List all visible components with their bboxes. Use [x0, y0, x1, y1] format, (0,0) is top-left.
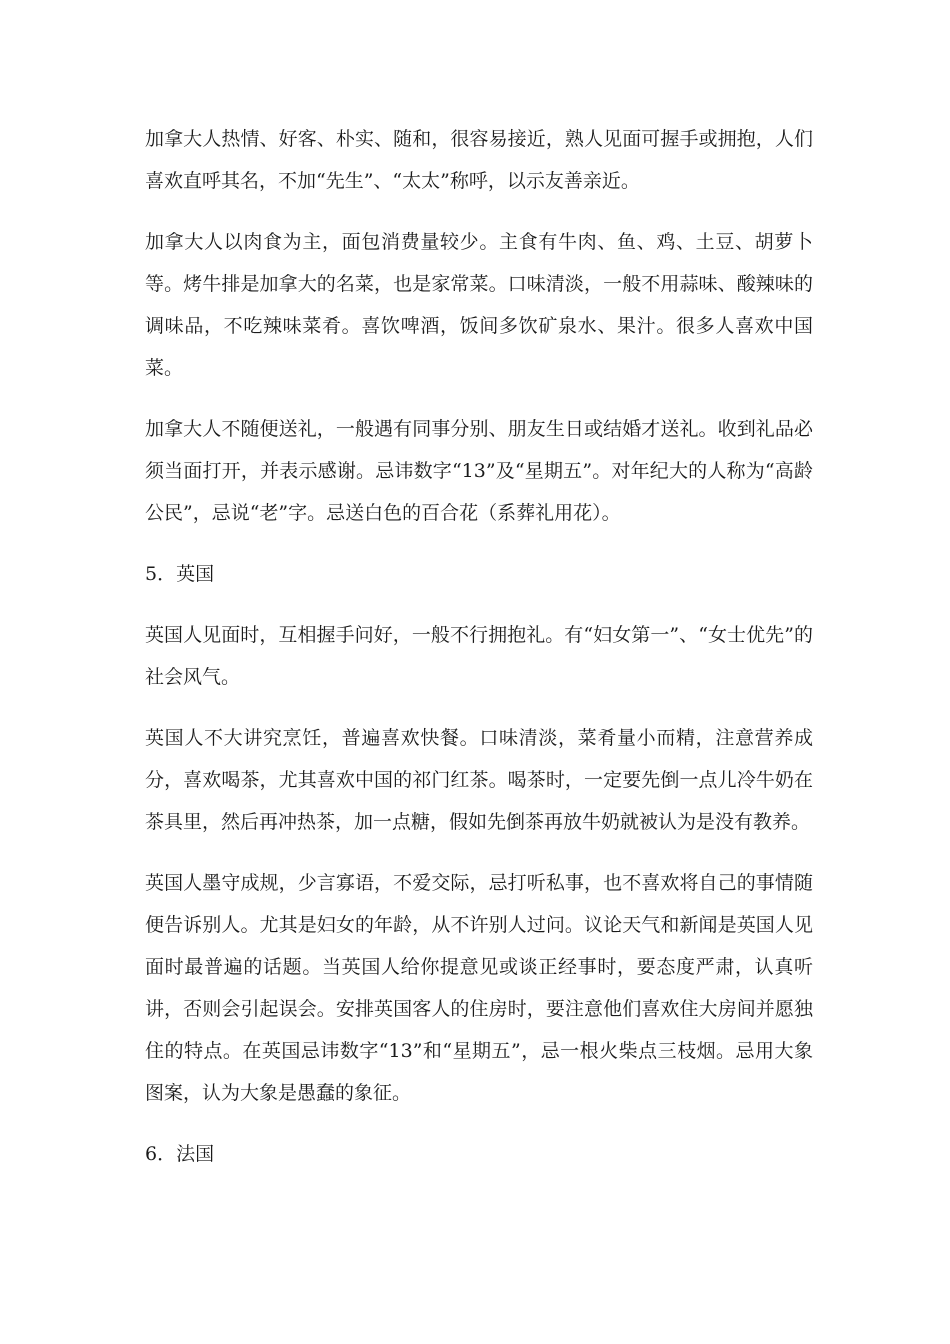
paragraph-uk-diet: 英国人不大讲究烹饪，普遍喜欢快餐。口味清淡，菜肴量小而精，注意营养成分，喜欢喝茶，尤其喜欢中国的祁门红茶。喝茶时，一定要先倒一点儿冷牛奶在茶具里，然后再冲热茶，加一点糖，假如先倒茶再放牛奶就被认为是没有教养。	[145, 727, 813, 833]
paragraph-canada-diet: 加拿大人以肉食为主，面包消费量较少。主食有牛肉、鱼、鸡、土豆、胡萝卜等。烤牛排是加拿大的名菜，也是家常菜。口味清淡，一般不用蒜味、酸辣味的调味品，不吃辣味菜肴。喜饮啤酒，饭间多饮矿泉水、果汁。很多人喜欢中国菜。	[145, 231, 813, 379]
paragraph-uk-customs: 英国人墨守成规，少言寡语，不爱交际，忌打听私事，也不喜欢将自己的事情随便告诉别人。尤其是妇女的年龄，从不许别人过问。议论天气和新闻是英国人见面时最普遍的话题。当英国人给你提意见或谈正经事时，要态度严肃，认真听讲，否则会引起误会。安排英国客人的住房时，要注意他们喜欢住大房间并愿独住的特点。在英国忌讳数字“13”和“星期五”，忌一根火柴点三枝烟。忌用大象图案，认为大象是愚蠢的象征。	[145, 872, 813, 1104]
document-body	[145, 118, 813, 1175]
section-heading-uk: 5．英国	[145, 563, 215, 585]
paragraph-canada-taboos: 加拿大人不随便送礼，一般遇有同事分别、朋友生日或结婚才送礼。收到礼品必须当面打开，并表示感谢。忌讳数字“13”及“星期五”。对年纪大的人称为“高龄公民”，忌说“老”字。忌送白色的百合花（系葬礼用花）。	[145, 418, 813, 524]
section-heading-france: 6．法国	[145, 1143, 215, 1165]
paragraph-uk-greeting: 英国人见面时，互相握手问好，一般不行拥抱礼。有“妇女第一”、“女士优先”的社会风气。	[145, 624, 813, 688]
paragraph-canada-etiquette: 加拿大人热情、好客、朴实、随和，很容易接近，熟人见面可握手或拥抱，人们喜欢直呼其名，不加“先生”、“太太”称呼，以示友善亲近。	[145, 128, 813, 192]
